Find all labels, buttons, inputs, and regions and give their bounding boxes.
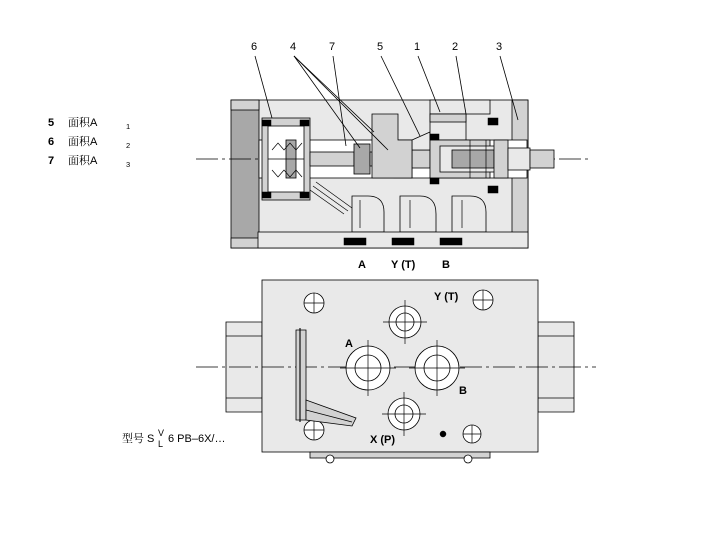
legend-sub-1: 2	[126, 141, 131, 150]
legend	[48, 115, 130, 169]
bolt-head-right-bottom	[488, 186, 498, 193]
spool-land-1	[354, 144, 370, 174]
bolt-head-tr	[300, 120, 309, 126]
left-cap-top	[231, 100, 259, 110]
bracket-vertical	[296, 330, 306, 420]
spool-shaft-left	[310, 152, 354, 166]
bolt-head-mid-bottom	[430, 178, 439, 184]
left-cap-bottom	[231, 238, 259, 248]
plan-port-label-X: X (P)	[370, 434, 396, 446]
section-port-label-A: A	[358, 259, 366, 271]
passage-right	[452, 196, 486, 232]
cartridge-plug	[508, 148, 530, 170]
left-cap-assembly	[262, 118, 310, 200]
plan-port-label-B: B	[459, 385, 467, 397]
passage-center	[400, 196, 436, 232]
plan-port-label-Y: Y (T)	[434, 291, 459, 303]
bolt-head-mid-top	[430, 134, 439, 140]
model-code	[122, 428, 225, 449]
passage-left	[352, 196, 384, 232]
bolt-head-tl	[262, 120, 271, 126]
legend-text-1: 面积A	[68, 136, 98, 148]
legend-text-0: 面积A	[68, 117, 98, 129]
model-code-prefix: 型号 S	[122, 433, 155, 445]
flow-passages	[352, 196, 486, 232]
body-upper-chamber-cap	[430, 114, 466, 122]
port-Y-opening	[392, 238, 414, 245]
bolt-head-right-top	[488, 118, 498, 125]
callout-6: 6	[251, 41, 258, 53]
cartridge-tail	[530, 150, 554, 168]
plan-foot-left	[326, 455, 334, 463]
section-view	[196, 41, 592, 271]
callout-7: 7	[329, 41, 336, 53]
callout-4: 4	[290, 41, 297, 53]
model-code-suffix: 6 PB–6X/…	[168, 433, 226, 445]
model-code-stack-bottom: L	[158, 439, 164, 449]
cartridge-end-nut	[494, 140, 508, 178]
left-flange-block	[231, 100, 259, 248]
plan-port-label-A: A	[345, 338, 353, 350]
callout-2: 2	[452, 41, 459, 53]
callout-3: 3	[496, 41, 503, 53]
body-top-step	[430, 100, 490, 114]
section-port-label-B: B	[442, 259, 450, 271]
legend-num-2: 7	[48, 155, 55, 167]
port-B-opening	[440, 238, 462, 245]
legend-num-0: 5	[48, 117, 55, 129]
plan-bottom-strip	[310, 452, 490, 458]
plan-foot-right	[464, 455, 472, 463]
spool-shaft-right	[412, 150, 430, 168]
legend-num-1: 6	[48, 136, 55, 148]
legend-text-2: 面积A	[68, 155, 98, 167]
bolt-head-bl	[262, 192, 271, 198]
plan-view	[196, 280, 596, 463]
callout-5: 5	[377, 41, 384, 53]
legend-sub-0: 1	[126, 122, 131, 131]
bolt-head-br	[300, 192, 309, 198]
callout-1: 1	[414, 41, 421, 53]
legend-sub-2: 3	[126, 160, 131, 169]
port-A-opening	[344, 238, 366, 245]
bottom-port-face	[258, 232, 528, 248]
model-code-stack-top: V	[158, 428, 165, 438]
section-port-label-Y: Y (T)	[391, 259, 416, 271]
cartridge-piston	[452, 150, 494, 168]
